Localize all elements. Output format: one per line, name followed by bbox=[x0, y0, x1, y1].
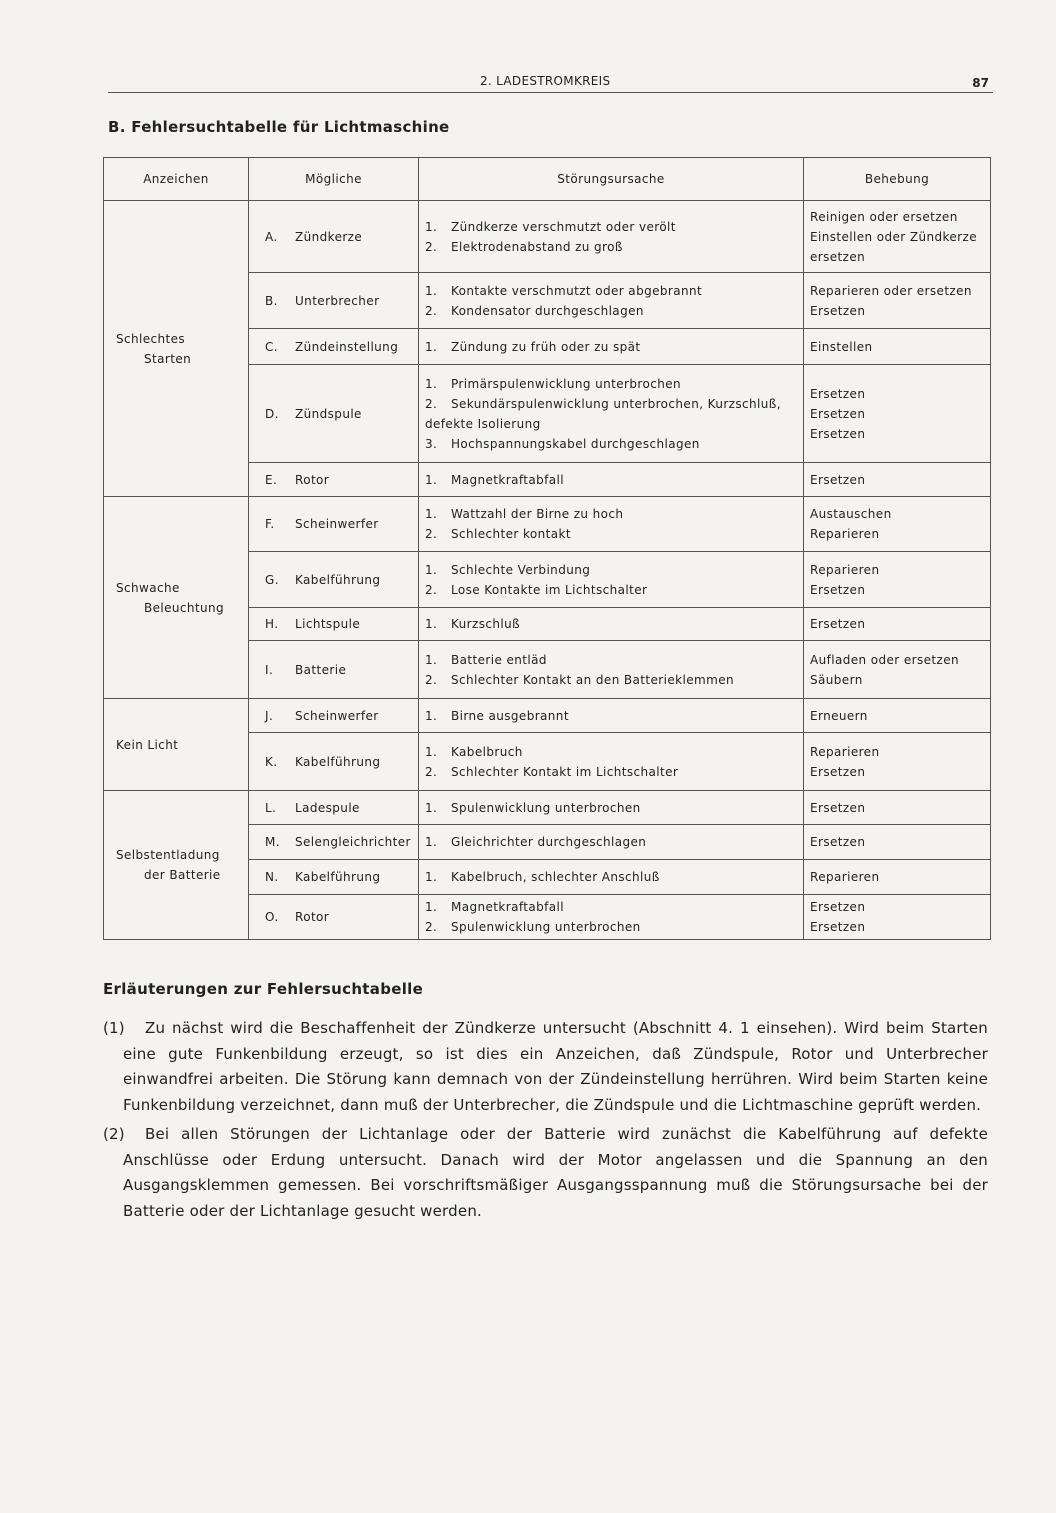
component-cell bbox=[249, 201, 419, 273]
remedy-text: Einstellen bbox=[810, 339, 873, 354]
remedy-text: Ersetzen bbox=[810, 472, 866, 487]
component-letter: E. bbox=[265, 472, 278, 487]
remedy-text: Ersetzen bbox=[810, 900, 866, 914]
remedy-text: Reparieren bbox=[810, 744, 880, 759]
cause-text: Kurzschluß bbox=[451, 617, 521, 631]
cause-item bbox=[425, 917, 797, 937]
cause-number: 1. bbox=[425, 744, 438, 759]
cause-text: Schlechter Kontakt im Lichtschalter bbox=[451, 764, 679, 779]
cause-item bbox=[425, 798, 797, 818]
cause-text: Schlechte Verbindung bbox=[451, 562, 591, 577]
explanation-note-1 bbox=[103, 1016, 988, 1118]
cause-text: Schlechter Kontakt an den Batterieklemmen bbox=[451, 672, 734, 687]
cause-text: Kondensator durchgeschlagen bbox=[451, 303, 644, 318]
component-letter: N. bbox=[265, 870, 279, 884]
component-letter: B. bbox=[265, 293, 278, 308]
cause-text: Spulenwicklung unterbrochen bbox=[451, 800, 641, 815]
symptom-cell bbox=[104, 201, 249, 497]
explanations-title: Erläuterungen zur Fehlersuchtabelle bbox=[103, 980, 424, 998]
cause-text: Spulenwicklung unterbrochen bbox=[451, 920, 641, 934]
cause-item bbox=[425, 434, 797, 454]
cause-text: Magnetkraftabfall bbox=[451, 472, 564, 487]
cause-text: Schlechter kontakt bbox=[451, 527, 571, 541]
cause-item bbox=[425, 742, 797, 762]
cause-text: Kabelbruch bbox=[451, 744, 523, 759]
symptom-cell bbox=[104, 791, 249, 940]
cause-cell bbox=[419, 552, 804, 608]
remedy-text: Ersetzen bbox=[810, 582, 866, 597]
header-cause: Störungsursache bbox=[419, 158, 804, 201]
cause-number: 2. bbox=[425, 764, 438, 779]
remedy-text: Austauschen bbox=[810, 507, 892, 521]
cause-item bbox=[425, 897, 797, 917]
table-header-row bbox=[104, 158, 991, 201]
cause-cell bbox=[419, 273, 804, 329]
remedy-cell bbox=[804, 497, 991, 552]
cause-cell bbox=[419, 497, 804, 552]
remedy-text: Reparieren bbox=[810, 562, 880, 577]
cause-text: Zündung zu früh oder zu spät bbox=[451, 339, 641, 354]
cause-cell bbox=[419, 825, 804, 860]
remedy-text: Ersetzen bbox=[810, 426, 866, 441]
table-body bbox=[104, 201, 991, 940]
symptom-text: Selbstentladung bbox=[116, 848, 220, 862]
cause-item bbox=[425, 614, 797, 634]
component-name: Zündspule bbox=[295, 406, 362, 421]
remedy-cell bbox=[804, 733, 991, 791]
cause-number: 1. bbox=[425, 900, 438, 914]
cause-cell bbox=[419, 641, 804, 699]
component-cell bbox=[249, 699, 419, 733]
page-number: 87 bbox=[972, 76, 989, 90]
cause-cell bbox=[419, 201, 804, 273]
remedy-text: Ersetzen bbox=[810, 406, 866, 421]
symptom-text: der Batterie bbox=[144, 868, 221, 882]
header-component: Mögliche bbox=[249, 158, 419, 201]
cause-cell bbox=[419, 699, 804, 733]
component-letter: A. bbox=[265, 229, 278, 244]
cause-number: 2. bbox=[425, 303, 438, 318]
cause-number: 1. bbox=[425, 339, 438, 354]
component-letter: I. bbox=[265, 662, 274, 677]
cause-cell bbox=[419, 860, 804, 895]
remedy-cell bbox=[804, 329, 991, 365]
cause-number: 2. bbox=[425, 527, 438, 541]
component-name: Rotor bbox=[295, 910, 330, 924]
component-cell bbox=[249, 733, 419, 791]
remedy-text: Einstellen oder Zündkerze ersetzen bbox=[810, 229, 977, 264]
component-cell bbox=[249, 273, 419, 329]
remedy-text: Reparieren bbox=[810, 527, 880, 541]
cause-cell bbox=[419, 895, 804, 940]
symptom-text: Schlechtes bbox=[116, 331, 186, 346]
cause-item bbox=[425, 867, 797, 887]
component-cell bbox=[249, 329, 419, 365]
remedy-cell bbox=[804, 791, 991, 825]
cause-item bbox=[425, 706, 797, 726]
component-cell bbox=[249, 791, 419, 825]
running-title: 2. LADESTROMKREIS bbox=[480, 74, 611, 88]
component-name: Scheinwerfer bbox=[295, 517, 379, 531]
component-name: Lichtspule bbox=[295, 617, 361, 631]
remedy-text: Ersetzen bbox=[810, 920, 866, 934]
cause-text: Wattzahl der Birne zu hoch bbox=[451, 507, 624, 521]
cause-text: Zündkerze verschmutzt oder verölt bbox=[451, 219, 676, 234]
cause-item bbox=[425, 504, 797, 524]
symptom-text: Starten bbox=[144, 351, 192, 366]
table-row bbox=[104, 699, 991, 733]
table-row bbox=[104, 791, 991, 825]
remedy-text: Ersetzen bbox=[810, 800, 866, 815]
cause-cell bbox=[419, 365, 804, 463]
cause-item bbox=[425, 237, 797, 257]
component-letter: G. bbox=[265, 572, 279, 587]
component-letter: J. bbox=[265, 708, 274, 723]
remedy-text: Erneuern bbox=[810, 708, 868, 723]
note-label: (2) bbox=[103, 1125, 125, 1143]
remedy-text: Reinigen oder ersetzen bbox=[810, 209, 958, 224]
cause-item bbox=[425, 470, 797, 490]
remedy-text: Ersetzen bbox=[810, 617, 866, 631]
component-letter: L. bbox=[265, 800, 277, 815]
note-label: (1) bbox=[103, 1019, 125, 1037]
component-name: Zündeinstellung bbox=[295, 339, 399, 354]
cause-number: 1. bbox=[425, 835, 438, 849]
component-name: Kabelführung bbox=[295, 870, 381, 884]
cause-number: 1. bbox=[425, 800, 438, 815]
remedy-text: Ersetzen bbox=[810, 386, 866, 401]
remedy-text: Reparieren bbox=[810, 870, 880, 884]
symptom-text: Schwache bbox=[116, 580, 180, 595]
component-cell bbox=[249, 497, 419, 552]
fault-finding-table bbox=[103, 157, 991, 940]
cause-number: 2. bbox=[425, 920, 438, 934]
cause-item bbox=[425, 524, 797, 544]
component-cell bbox=[249, 608, 419, 641]
remedy-cell bbox=[804, 608, 991, 641]
remedy-cell bbox=[804, 641, 991, 699]
note-text: Bei allen Störungen der Lichtanlage oder der Batterie wird zunächst die Kabelführung auf defekte Anschlüsse oder Erdung untersucht. Danach wird der Motor angelassen und die Spannung an den Ausgangsklemmen gemessen. Bei vorschriftsmäßiger Ausgangsspannung muß die Störungsursache bei der Batterie oder der Lichtanlage gesucht werden. bbox=[123, 1125, 988, 1220]
symptom-cell bbox=[104, 497, 249, 699]
component-letter: C. bbox=[265, 339, 278, 354]
component-cell bbox=[249, 895, 419, 940]
component-cell bbox=[249, 463, 419, 497]
cause-text: Sekundärspulenwicklung unterbrochen, Kurzschluß, defekte Isolierung bbox=[425, 396, 781, 431]
remedy-cell bbox=[804, 860, 991, 895]
component-name: Scheinwerfer bbox=[295, 708, 379, 723]
remedy-cell bbox=[804, 699, 991, 733]
component-name: Selengleichrichter bbox=[295, 835, 411, 849]
cause-number: 1. bbox=[425, 472, 438, 487]
cause-number: 3. bbox=[425, 436, 438, 451]
component-name: Kabelführung bbox=[295, 754, 381, 769]
cause-number: 2. bbox=[425, 239, 438, 254]
component-cell bbox=[249, 365, 419, 463]
explanation-note-2 bbox=[103, 1122, 988, 1224]
symptom-text: Kein Licht bbox=[116, 737, 179, 752]
table-row bbox=[104, 201, 991, 273]
cause-text: Batterie entläd bbox=[451, 652, 547, 667]
cause-number: 1. bbox=[425, 283, 438, 298]
remedy-cell bbox=[804, 201, 991, 273]
component-letter: D. bbox=[265, 406, 279, 421]
component-cell bbox=[249, 860, 419, 895]
remedy-cell bbox=[804, 273, 991, 329]
cause-item bbox=[425, 762, 797, 782]
note-text: Zu nächst wird die Beschaffenheit der Zündkerze untersucht (Abschnitt 4. 1 einsehen). Wird beim Starten eine gute Funkenbildung erzeugt, so ist dies ein Anzeichen, daß Zündspule, Rotor und Unterbrecher einwandfrei arbeiten. Die Störung kann demnach von der Zündeinstellung herrühren. Wird beim Starten keine Funkenbildung verzeichnet, dann muß der Unterbrecher, die Zündspule und die Lichtmaschine geprüft werden. bbox=[123, 1019, 988, 1114]
cause-item bbox=[425, 281, 797, 301]
cause-cell bbox=[419, 791, 804, 825]
remedy-cell bbox=[804, 552, 991, 608]
remedy-text: Aufladen oder ersetzen bbox=[810, 652, 959, 667]
table-row bbox=[104, 497, 991, 552]
remedy-cell bbox=[804, 463, 991, 497]
component-letter: K. bbox=[265, 754, 278, 769]
remedy-cell bbox=[804, 365, 991, 463]
component-name: Kabelführung bbox=[295, 572, 381, 587]
cause-text: Hochspannungskabel durchgeschlagen bbox=[451, 436, 700, 451]
cause-number: 1. bbox=[425, 507, 438, 521]
cause-cell bbox=[419, 733, 804, 791]
symptom-text: Beleuchtung bbox=[144, 600, 225, 615]
component-cell bbox=[249, 552, 419, 608]
component-name: Ladespule bbox=[295, 800, 360, 815]
cause-number: 1. bbox=[425, 870, 438, 884]
symptom-cell bbox=[104, 699, 249, 791]
cause-number: 1. bbox=[425, 219, 438, 234]
cause-number: 1. bbox=[425, 652, 438, 667]
cause-cell bbox=[419, 329, 804, 365]
cause-text: Magnetkraftabfall bbox=[451, 900, 564, 914]
cause-item bbox=[425, 670, 797, 690]
cause-item bbox=[425, 580, 797, 600]
cause-cell bbox=[419, 463, 804, 497]
component-cell bbox=[249, 641, 419, 699]
cause-number: 1. bbox=[425, 617, 438, 631]
cause-number: 1. bbox=[425, 708, 438, 723]
component-cell bbox=[249, 825, 419, 860]
component-letter: H. bbox=[265, 617, 279, 631]
cause-item bbox=[425, 217, 797, 237]
remedy-cell bbox=[804, 825, 991, 860]
component-letter: O. bbox=[265, 910, 279, 924]
header-symptom: Anzeichen bbox=[104, 158, 249, 201]
component-name: Rotor bbox=[295, 472, 330, 487]
cause-number: 2. bbox=[425, 396, 438, 411]
remedy-text: Ersetzen bbox=[810, 835, 866, 849]
remedy-text: Säubern bbox=[810, 672, 863, 687]
component-name: Unterbrecher bbox=[295, 293, 380, 308]
cause-number: 2. bbox=[425, 582, 438, 597]
cause-cell bbox=[419, 608, 804, 641]
cause-item bbox=[425, 301, 797, 321]
cause-number: 2. bbox=[425, 672, 438, 687]
cause-text: Gleichrichter durchgeschlagen bbox=[451, 835, 647, 849]
cause-text: Primärspulenwicklung unterbrochen bbox=[451, 376, 681, 391]
cause-item bbox=[425, 337, 797, 357]
component-name: Zündkerze bbox=[295, 229, 363, 244]
cause-item bbox=[425, 374, 797, 394]
component-letter: F. bbox=[265, 517, 275, 531]
remedy-text: Ersetzen bbox=[810, 303, 866, 318]
component-letter: M. bbox=[265, 835, 280, 849]
cause-number: 1. bbox=[425, 562, 438, 577]
cause-text: Kabelbruch, schlechter Anschluß bbox=[451, 870, 660, 884]
section-title: B. Fehlersuchtabelle für Lichtmaschine bbox=[108, 118, 450, 136]
header-remedy: Behebung bbox=[804, 158, 991, 201]
remedy-text: Ersetzen bbox=[810, 764, 866, 779]
cause-text: Elektrodenabstand zu groß bbox=[451, 239, 623, 254]
cause-number: 1. bbox=[425, 376, 438, 391]
component-name: Batterie bbox=[295, 662, 347, 677]
cause-item bbox=[425, 832, 797, 852]
remedy-text: Reparieren oder ersetzen bbox=[810, 283, 972, 298]
cause-item bbox=[425, 394, 797, 434]
running-header bbox=[108, 72, 993, 93]
cause-text: Kontakte verschmutzt oder abgebrannt bbox=[451, 283, 703, 298]
cause-text: Lose Kontakte im Lichtschalter bbox=[451, 582, 648, 597]
remedy-cell bbox=[804, 895, 991, 940]
cause-item bbox=[425, 650, 797, 670]
cause-text: Birne ausgebrannt bbox=[451, 708, 569, 723]
cause-item bbox=[425, 560, 797, 580]
